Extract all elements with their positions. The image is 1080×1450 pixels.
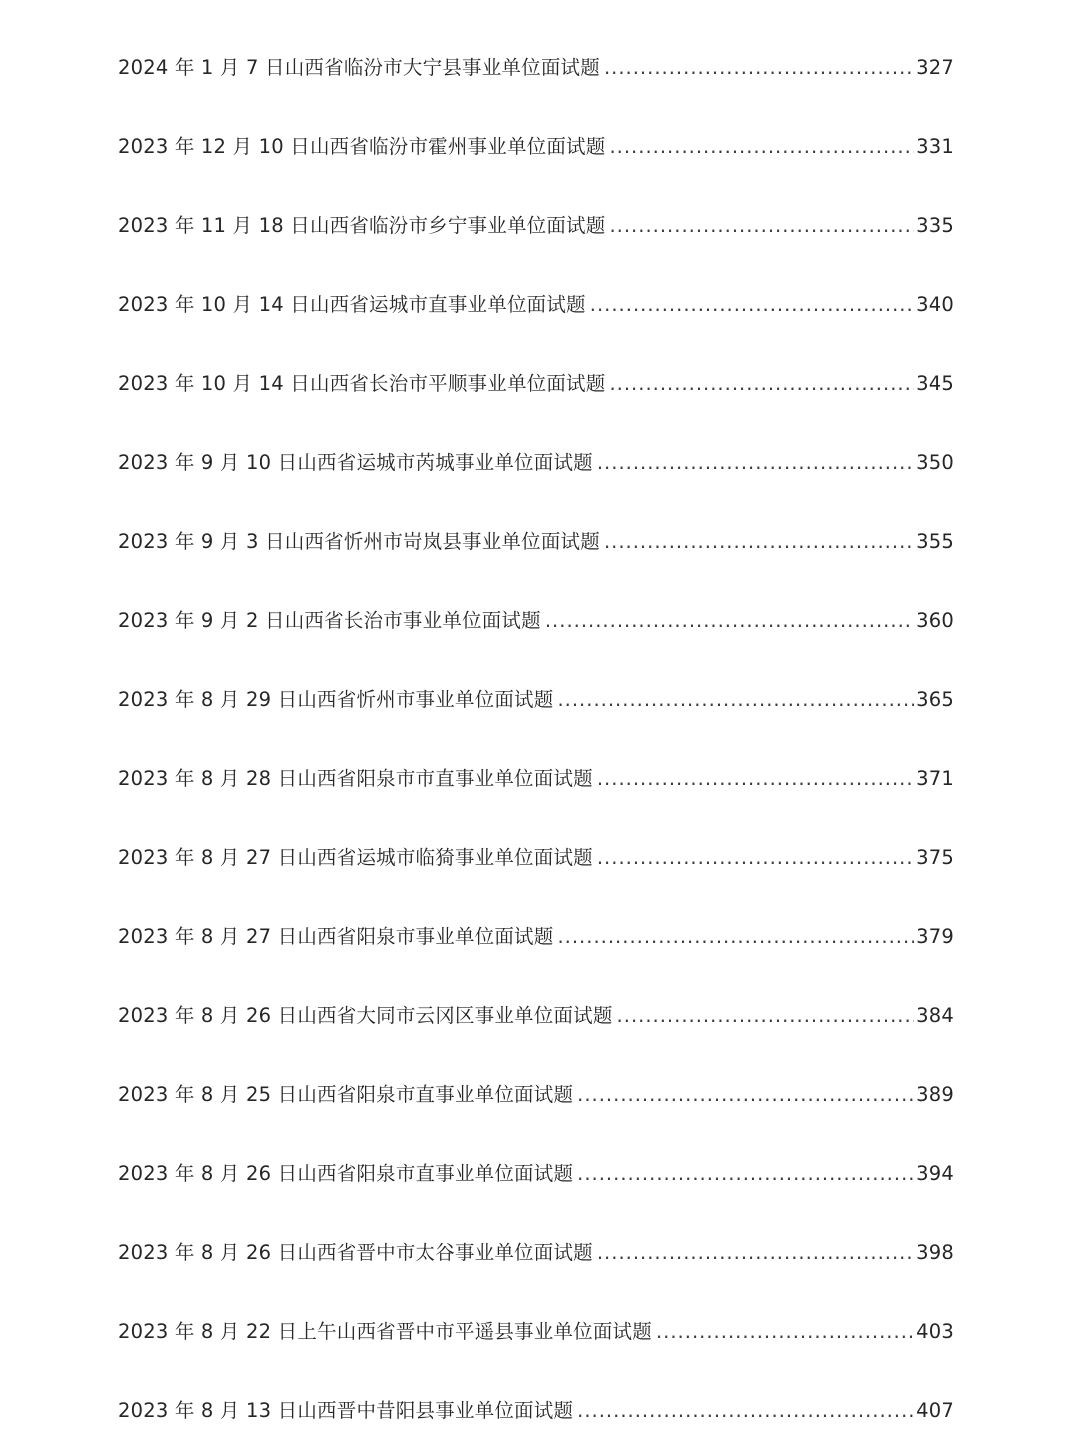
toc-dot-leader — [597, 739, 914, 818]
toc-entry[interactable] — [118, 1371, 954, 1450]
toc-entry-title: 2023 年 10 月 14 日山西省运城市直事业单位面试题 — [118, 293, 586, 316]
toc-entry-title: 2023 年 12 月 10 日山西省临汾市霍州事业单位面试题 — [118, 135, 606, 158]
toc-dot-leader — [656, 1292, 914, 1371]
toc-entry-title: 2023 年 8 月 29 日山西省忻州市事业单位面试题 — [118, 688, 554, 711]
toc-dot-leader — [604, 28, 914, 107]
toc-entry-title: 2023 年 8 月 13 日山西晋中昔阳县事业单位面试题 — [118, 1399, 574, 1422]
toc-entry-title: 2023 年 8 月 26 日山西省大同市云冈区事业单位面试题 — [118, 1004, 613, 1027]
toc-entry-title: 2023 年 11 月 18 日山西省临汾市乡宁事业单位面试题 — [118, 214, 606, 237]
toc-dot-leader — [609, 186, 914, 265]
toc-entry-page: 398 — [916, 1241, 954, 1264]
toc-entry-title: 2023 年 8 月 27 日山西省阳泉市事业单位面试题 — [118, 925, 554, 948]
toc-entry-page: 371 — [916, 767, 954, 790]
toc-entry-title: 2024 年 1 月 7 日山西省临汾市大宁县事业单位面试题 — [118, 56, 600, 79]
toc-dot-leader — [577, 1134, 914, 1213]
toc-entry[interactable] — [118, 1134, 954, 1213]
toc-entry[interactable] — [118, 660, 954, 739]
toc-dot-leader — [597, 818, 914, 897]
toc-entry[interactable] — [118, 265, 954, 344]
toc-entry[interactable] — [118, 581, 954, 660]
toc-entry-page: 394 — [916, 1162, 954, 1185]
toc-entry-page: 340 — [916, 293, 954, 316]
toc-dot-leader — [609, 344, 914, 423]
toc-entry-title: 2023 年 8 月 28 日山西省阳泉市市直事业单位面试题 — [118, 767, 593, 790]
toc-entry[interactable] — [118, 344, 954, 423]
toc-entry-page: 379 — [916, 925, 954, 948]
toc-entry-title: 2023 年 9 月 3 日山西省忻州市岢岚县事业单位面试题 — [118, 530, 600, 553]
toc-dot-leader — [597, 423, 914, 502]
toc-entry[interactable] — [118, 1055, 954, 1134]
table-of-contents — [118, 28, 954, 1450]
toc-entry-page: 389 — [916, 1083, 954, 1106]
toc-entry-page: 345 — [916, 372, 954, 395]
toc-dot-leader — [557, 660, 914, 739]
toc-entry-page: 360 — [916, 609, 954, 632]
toc-dot-leader — [577, 1371, 914, 1450]
toc-entry-page: 365 — [916, 688, 954, 711]
toc-dot-leader — [545, 581, 914, 660]
toc-dot-leader — [597, 1213, 914, 1292]
toc-entry-title: 2023 年 8 月 25 日山西省阳泉市直事业单位面试题 — [118, 1083, 574, 1106]
toc-entry-page: 407 — [916, 1399, 954, 1422]
toc-entry-title: 2023 年 10 月 14 日山西省长治市平顺事业单位面试题 — [118, 372, 606, 395]
toc-entry-page: 327 — [916, 56, 954, 79]
toc-entry-page: 331 — [916, 135, 954, 158]
toc-dot-leader — [590, 265, 914, 344]
toc-dot-leader — [604, 502, 914, 581]
toc-entry[interactable] — [118, 897, 954, 976]
toc-entry[interactable] — [118, 739, 954, 818]
toc-entry[interactable] — [118, 28, 954, 107]
toc-dot-leader — [609, 107, 914, 186]
toc-entry-title: 2023 年 9 月 10 日山西省运城市芮城事业单位面试题 — [118, 451, 593, 474]
toc-entry-title: 2023 年 8 月 26 日山西省阳泉市直事业单位面试题 — [118, 1162, 574, 1185]
toc-entry-page: 403 — [916, 1320, 954, 1343]
toc-dot-leader — [617, 976, 915, 1055]
toc-dot-leader — [557, 897, 914, 976]
toc-entry-page: 350 — [916, 451, 954, 474]
toc-entry-page: 355 — [916, 530, 954, 553]
toc-dot-leader — [577, 1055, 914, 1134]
toc-entry[interactable] — [118, 186, 954, 265]
toc-entry-title: 2023 年 8 月 27 日山西省运城市临猗事业单位面试题 — [118, 846, 593, 869]
toc-entry[interactable] — [118, 107, 954, 186]
toc-entry[interactable] — [118, 423, 954, 502]
toc-entry[interactable] — [118, 1213, 954, 1292]
toc-entry-page: 384 — [916, 1004, 954, 1027]
toc-entry-page: 335 — [916, 214, 954, 237]
toc-entry[interactable] — [118, 502, 954, 581]
toc-entry-title: 2023 年 8 月 26 日山西省晋中市太谷事业单位面试题 — [118, 1241, 593, 1264]
toc-entry[interactable] — [118, 818, 954, 897]
toc-entry[interactable] — [118, 976, 954, 1055]
toc-entry[interactable] — [118, 1292, 954, 1371]
toc-entry-title: 2023 年 8 月 22 日上午山西省晋中市平遥县事业单位面试题 — [118, 1320, 652, 1343]
toc-entry-title: 2023 年 9 月 2 日山西省长治市事业单位面试题 — [118, 609, 541, 632]
toc-entry-page: 375 — [916, 846, 954, 869]
